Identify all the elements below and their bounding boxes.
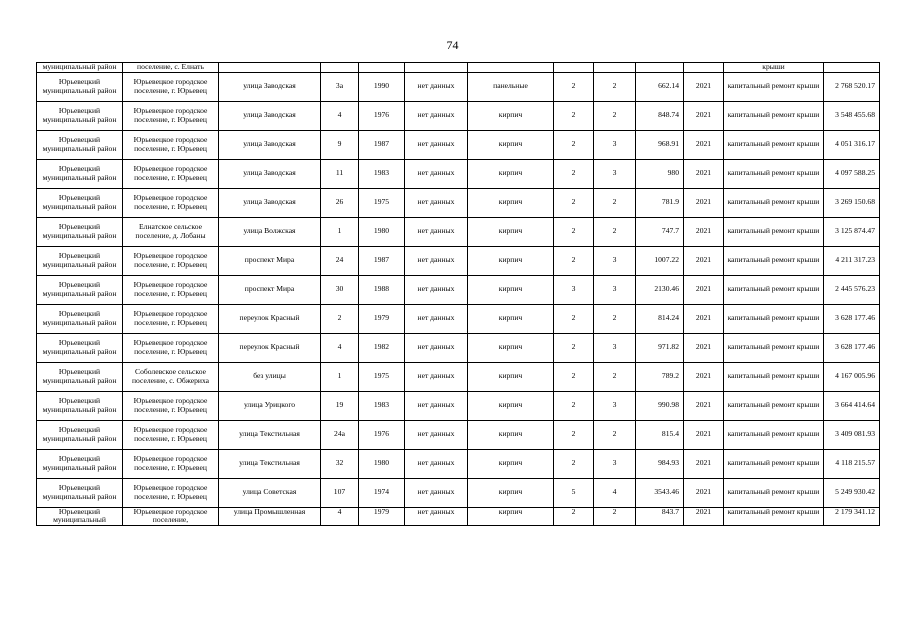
cell-year: 1975 [359,188,405,217]
cell-cost: 3 548 455.68 [824,101,880,130]
cell-area: 3543.46 [636,478,684,507]
cell-floors [554,63,594,73]
cell-wall-material: кирпич [468,275,554,304]
cell-entrances: 2 [594,101,636,130]
cell-district: Юрьевецкий муниципальный район [37,130,123,159]
table-row [37,217,880,246]
cell-floors: 2 [554,130,594,159]
cell-district: Юрьевецкий муниципальный район [37,72,123,101]
cell-settlement: Юрьевецкое городское поселение, г. Юрьевец [123,275,219,304]
page-number: 74 [446,38,459,52]
cell-year: 1979 [359,304,405,333]
cell-floors: 2 [554,217,594,246]
cell-district: Юрьевецкий муниципальный район [37,478,123,507]
cell-street: переулок Красный [219,333,321,362]
cell-year: 1980 [359,217,405,246]
cell-entrances: 3 [594,275,636,304]
cell-plan-year: 2021 [684,333,724,362]
cell-house: 3а [321,72,359,101]
cell-district: Юрьевецкий муниципальный район [37,449,123,478]
cell-floors: 2 [554,507,594,525]
cell-entrances: 2 [594,217,636,246]
cell-year: 1976 [359,420,405,449]
cell-wall-material: кирпич [468,246,554,275]
cell-wall-material: кирпич [468,130,554,159]
cell-area: 789.2 [636,362,684,391]
cell-area: 747.7 [636,217,684,246]
cell-area: 2130.46 [636,275,684,304]
cell-floors: 2 [554,159,594,188]
cell-year [359,63,405,73]
cell-house: 32 [321,449,359,478]
cell-year: 1983 [359,159,405,188]
cell-street: улица Советская [219,478,321,507]
cell-street: улица Промышленная [219,507,321,525]
cell-house: 1 [321,362,359,391]
table-row [37,101,880,130]
cell-district: Юрьевецкий муниципальный район [37,159,123,188]
cell-entrances: 2 [594,362,636,391]
cell-wall-material: кирпич [468,507,554,525]
cell-cost: 4 051 316.17 [824,130,880,159]
cell-wall-material: панельные [468,72,554,101]
cell-floors: 2 [554,101,594,130]
cell-wall-material: кирпич [468,333,554,362]
cell-area: 814.24 [636,304,684,333]
table-row [37,159,880,188]
cell-cost: 3 125 874.47 [824,217,880,246]
cell-street: улица Заводская [219,72,321,101]
cell-overhaul-year: нет данных [405,507,468,525]
cell-street: улица Заводская [219,101,321,130]
cell-overhaul-year: нет данных [405,275,468,304]
cell-street: проспект Мира [219,275,321,304]
cell-district: Юрьевецкий муниципальный район [37,101,123,130]
cell-year: 1982 [359,333,405,362]
cell-overhaul-year: нет данных [405,362,468,391]
cell-house: 9 [321,130,359,159]
cell-overhaul-year: нет данных [405,130,468,159]
cell-area: 843.7 [636,507,684,525]
cell-plan-year: 2021 [684,304,724,333]
cell-overhaul-year: нет данных [405,159,468,188]
cell-settlement: Юрьевецкое городское поселение, г. Юрьевец [123,159,219,188]
cell-work-type: капитальный ремонт крыши [724,478,824,507]
cell-plan-year: 2021 [684,101,724,130]
cell-cost: 3 269 150.68 [824,188,880,217]
cell-overhaul-year: нет данных [405,420,468,449]
cell-area [636,63,684,73]
table-body [37,63,880,526]
table-row [37,130,880,159]
cell-settlement: Юрьевецкое городское поселение, г. Юрьевец [123,420,219,449]
cell-area: 781.9 [636,188,684,217]
cell-floors: 2 [554,333,594,362]
cell-work-type: капитальный ремонт крыши [724,72,824,101]
cell-floors: 2 [554,72,594,101]
cell-overhaul-year: нет данных [405,72,468,101]
cell-house: 24 [321,246,359,275]
cell-settlement: Елнатское сельское поселение, д. Лобаны [123,217,219,246]
cell-cost: 3 628 177.46 [824,333,880,362]
cell-house: 4 [321,333,359,362]
cell-year: 1975 [359,362,405,391]
cell-house: 24а [321,420,359,449]
cell-district: Юрьевецкий муниципальный район [37,362,123,391]
cell-settlement: Соболевское сельское поселение, с. Обжериха [123,362,219,391]
cell-district: Юрьевецкий муниципальный район [37,188,123,217]
cell-street: улица Волжская [219,217,321,246]
cell-year: 1990 [359,72,405,101]
cell-work-type: капитальный ремонт крыши [724,304,824,333]
cell-cost: 4 167 005.96 [824,362,880,391]
cell-cost: 3 628 177.46 [824,304,880,333]
cell-floors: 2 [554,246,594,275]
cell-year: 1976 [359,101,405,130]
cell-settlement: Юрьевецкое городское поселение, г. Юрьевец [123,391,219,420]
cell-overhaul-year [405,63,468,73]
cell-street: без улицы [219,362,321,391]
cell-plan-year: 2021 [684,246,724,275]
cell-district: Юрьевецкий муниципальный район [37,333,123,362]
cell-floors: 2 [554,391,594,420]
cell-cost: 4 211 317.23 [824,246,880,275]
cell-overhaul-year: нет данных [405,333,468,362]
cell-house: 4 [321,507,359,525]
table-row [37,304,880,333]
cell-work-type: капитальный ремонт крыши [724,159,824,188]
cell-work-type: капитальный ремонт крыши [724,188,824,217]
cell-district: Юрьевецкий муниципальный район [37,420,123,449]
cell-settlement: Юрьевецкое городское поселение, г. Юрьевец [123,304,219,333]
cell-area: 968.91 [636,130,684,159]
cell-overhaul-year: нет данных [405,217,468,246]
cell-settlement: Юрьевецкое городское поселение, г. Юрьевец [123,246,219,275]
cell-overhaul-year: нет данных [405,391,468,420]
table-row [37,362,880,391]
cell-plan-year: 2021 [684,449,724,478]
cell-area: 980 [636,159,684,188]
cell-floors: 2 [554,304,594,333]
cell-wall-material: кирпич [468,420,554,449]
cell-street: улица Заводская [219,159,321,188]
table-row [37,449,880,478]
cell-area: 662.14 [636,72,684,101]
cell-house: 11 [321,159,359,188]
cell-street [219,63,321,73]
cell-overhaul-year: нет данных [405,188,468,217]
cell-district: Юрьевецкий муниципальный [37,507,123,525]
cell-street: улица Урицкого [219,391,321,420]
cell-entrances: 2 [594,72,636,101]
cell-overhaul-year: нет данных [405,304,468,333]
cell-street: переулок Красный [219,304,321,333]
cell-entrances: 3 [594,391,636,420]
cell-overhaul-year: нет данных [405,246,468,275]
cell-work-type: капитальный ремонт крыши [724,246,824,275]
cell-cost: 3 664 414.64 [824,391,880,420]
cell-street: улица Текстильная [219,449,321,478]
cell-settlement: Юрьевецкое городское поселение, г. Юрьевец [123,101,219,130]
cell-settlement: Юрьевецкое городское поселение, г. Юрьевец [123,130,219,159]
cell-cost [824,63,880,73]
cell-work-type: капитальный ремонт крыши [724,420,824,449]
table-row [37,275,880,304]
cell-work-type: крыши [724,63,824,73]
cell-street: проспект Мира [219,246,321,275]
cell-plan-year: 2021 [684,217,724,246]
cell-cost: 2 179 341.12 [824,507,880,525]
table-row [37,333,880,362]
cell-settlement: Юрьевецкое городское поселение, г. Юрьевец [123,333,219,362]
table-row [37,391,880,420]
cell-district: Юрьевецкий муниципальный район [37,391,123,420]
cell-plan-year: 2021 [684,130,724,159]
cell-plan-year: 2021 [684,478,724,507]
cell-wall-material: кирпич [468,449,554,478]
cell-house: 19 [321,391,359,420]
cell-work-type: капитальный ремонт крыши [724,275,824,304]
cell-work-type: капитальный ремонт крыши [724,217,824,246]
cell-area: 1007.22 [636,246,684,275]
cell-floors: 2 [554,188,594,217]
cell-house [321,63,359,73]
cell-district: муниципальный район [37,63,123,73]
cell-plan-year: 2021 [684,420,724,449]
cell-overhaul-year: нет данных [405,449,468,478]
cell-overhaul-year: нет данных [405,478,468,507]
cell-overhaul-year: нет данных [405,101,468,130]
cell-cost: 3 409 081.93 [824,420,880,449]
cell-year: 1987 [359,246,405,275]
cell-house: 30 [321,275,359,304]
cell-district: Юрьевецкий муниципальный район [37,304,123,333]
table-row [37,72,880,101]
cell-plan-year: 2021 [684,275,724,304]
table-row [37,478,880,507]
cell-floors: 2 [554,420,594,449]
cell-entrances: 3 [594,159,636,188]
cell-wall-material: кирпич [468,159,554,188]
cell-plan-year: 2021 [684,391,724,420]
cell-entrances: 2 [594,420,636,449]
cell-plan-year: 2021 [684,188,724,217]
cell-wall-material: кирпич [468,188,554,217]
cell-house: 1 [321,217,359,246]
cell-district: Юрьевецкий муниципальный район [37,275,123,304]
cell-area: 815.4 [636,420,684,449]
table-row [37,420,880,449]
cell-house: 26 [321,188,359,217]
cell-area: 848.74 [636,101,684,130]
cell-district: Юрьевецкий муниципальный район [37,246,123,275]
cell-work-type: капитальный ремонт крыши [724,507,824,525]
cell-work-type: капитальный ремонт крыши [724,101,824,130]
table-row [37,63,880,73]
cell-wall-material: кирпич [468,478,554,507]
cell-wall-material: кирпич [468,304,554,333]
cell-cost: 4 097 588.25 [824,159,880,188]
cell-work-type: капитальный ремонт крыши [724,362,824,391]
cell-settlement: поселение, с. Елнать [123,63,219,73]
table-row [37,507,880,525]
cell-plan-year [684,63,724,73]
cell-area: 971.82 [636,333,684,362]
cell-settlement: Юрьевецкое городское поселение, г. Юрьевец [123,449,219,478]
cell-floors: 5 [554,478,594,507]
cell-floors: 2 [554,362,594,391]
cell-year: 1987 [359,130,405,159]
cell-house: 2 [321,304,359,333]
cell-district: Юрьевецкий муниципальный район [37,217,123,246]
cell-entrances: 3 [594,449,636,478]
cell-house: 4 [321,101,359,130]
cell-plan-year: 2021 [684,159,724,188]
cell-wall-material [468,63,554,73]
cell-year: 1983 [359,391,405,420]
cell-wall-material: кирпич [468,391,554,420]
cell-entrances: 3 [594,246,636,275]
cell-cost: 5 249 930.42 [824,478,880,507]
cell-entrances: 2 [594,507,636,525]
cell-cost: 2 768 520.17 [824,72,880,101]
cell-plan-year: 2021 [684,362,724,391]
cell-plan-year: 2021 [684,507,724,525]
cell-plan-year: 2021 [684,72,724,101]
cell-work-type: капитальный ремонт крыши [724,449,824,478]
cell-area: 990.98 [636,391,684,420]
cell-area: 984.93 [636,449,684,478]
cell-entrances: 3 [594,333,636,362]
cell-wall-material: кирпич [468,362,554,391]
cell-floors: 2 [554,449,594,478]
cell-entrances: 3 [594,130,636,159]
cell-cost: 4 118 215.57 [824,449,880,478]
cell-work-type: капитальный ремонт крыши [724,333,824,362]
table-row [37,246,880,275]
cell-work-type: капитальный ремонт крыши [724,130,824,159]
cell-house: 107 [321,478,359,507]
cell-year: 1988 [359,275,405,304]
cell-settlement: Юрьевецкое городское поселение, г. Юрьевец [123,478,219,507]
cell-entrances: 2 [594,304,636,333]
cell-year: 1980 [359,449,405,478]
cell-work-type: капитальный ремонт крыши [724,391,824,420]
cell-wall-material: кирпич [468,101,554,130]
cell-wall-material: кирпич [468,217,554,246]
cell-year: 1979 [359,507,405,525]
cell-settlement: Юрьевецкое городское поселение, г. Юрьевец [123,188,219,217]
cell-street: улица Заводская [219,130,321,159]
cell-settlement: Юрьевецкое городское поселение, г. Юрьевец [123,72,219,101]
table-row [37,188,880,217]
cell-cost: 2 445 576.23 [824,275,880,304]
cell-entrances [594,63,636,73]
cell-year: 1974 [359,478,405,507]
cell-entrances: 2 [594,188,636,217]
cell-floors: 3 [554,275,594,304]
cell-settlement: Юрьевецкое городское поселение, [123,507,219,525]
registry-table [36,62,880,526]
cell-entrances: 4 [594,478,636,507]
cell-street: улица Заводская [219,188,321,217]
cell-street: улица Текстильная [219,420,321,449]
